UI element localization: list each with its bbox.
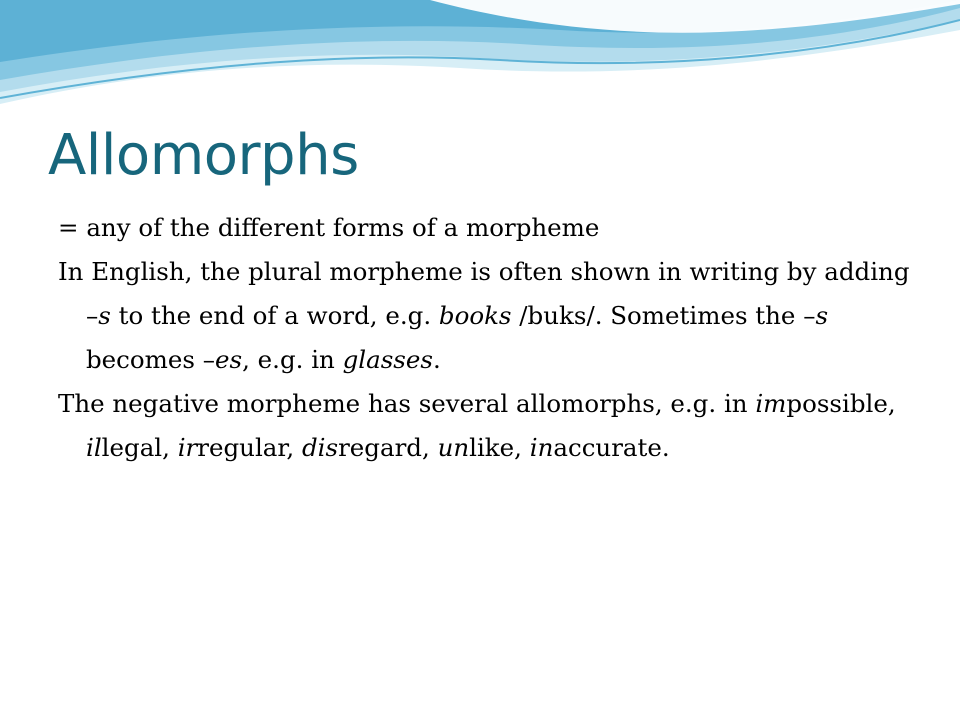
text-run: regular, [197,433,302,462]
italic-text-run: glasses [342,345,433,374]
text-run: to the end of a word, e.g. [110,301,439,330]
text-run: becomes – [86,345,215,374]
italic-text-run: es [215,345,243,374]
italic-text-run: il [86,433,102,462]
italic-text-run: dis [302,433,339,462]
slide-body [58,206,918,470]
italic-text-run: s [98,301,111,330]
text-run: possible, [786,389,896,418]
text-run: legal, [101,433,178,462]
text-run: In English, the plural morpheme is often shown in writing by adding – [58,257,910,330]
body-paragraph [58,382,918,470]
body-paragraph [58,250,918,382]
header-wave-decoration [0,0,960,120]
text-run: , e.g. in [242,345,343,374]
text-run: = any of the different forms of a morpheme [58,213,600,242]
text-run: . [432,345,441,374]
italic-text-run: ir [177,433,198,462]
italic-text-run: s [815,301,829,330]
italic-text-run: in [529,433,554,462]
text-run: The negative morpheme has several allomorphs, e.g. in [58,389,756,418]
italic-text-run: im [755,389,787,418]
text-run: like, [469,433,530,462]
text-run: /buks/. Sometimes the – [511,301,816,330]
text-run: regard, [338,433,438,462]
text-run: accurate. [553,433,670,462]
italic-text-run: un [437,433,470,462]
italic-text-run: books [438,301,512,330]
slide-title: Allomorphs [48,123,359,188]
body-paragraph [58,206,918,250]
